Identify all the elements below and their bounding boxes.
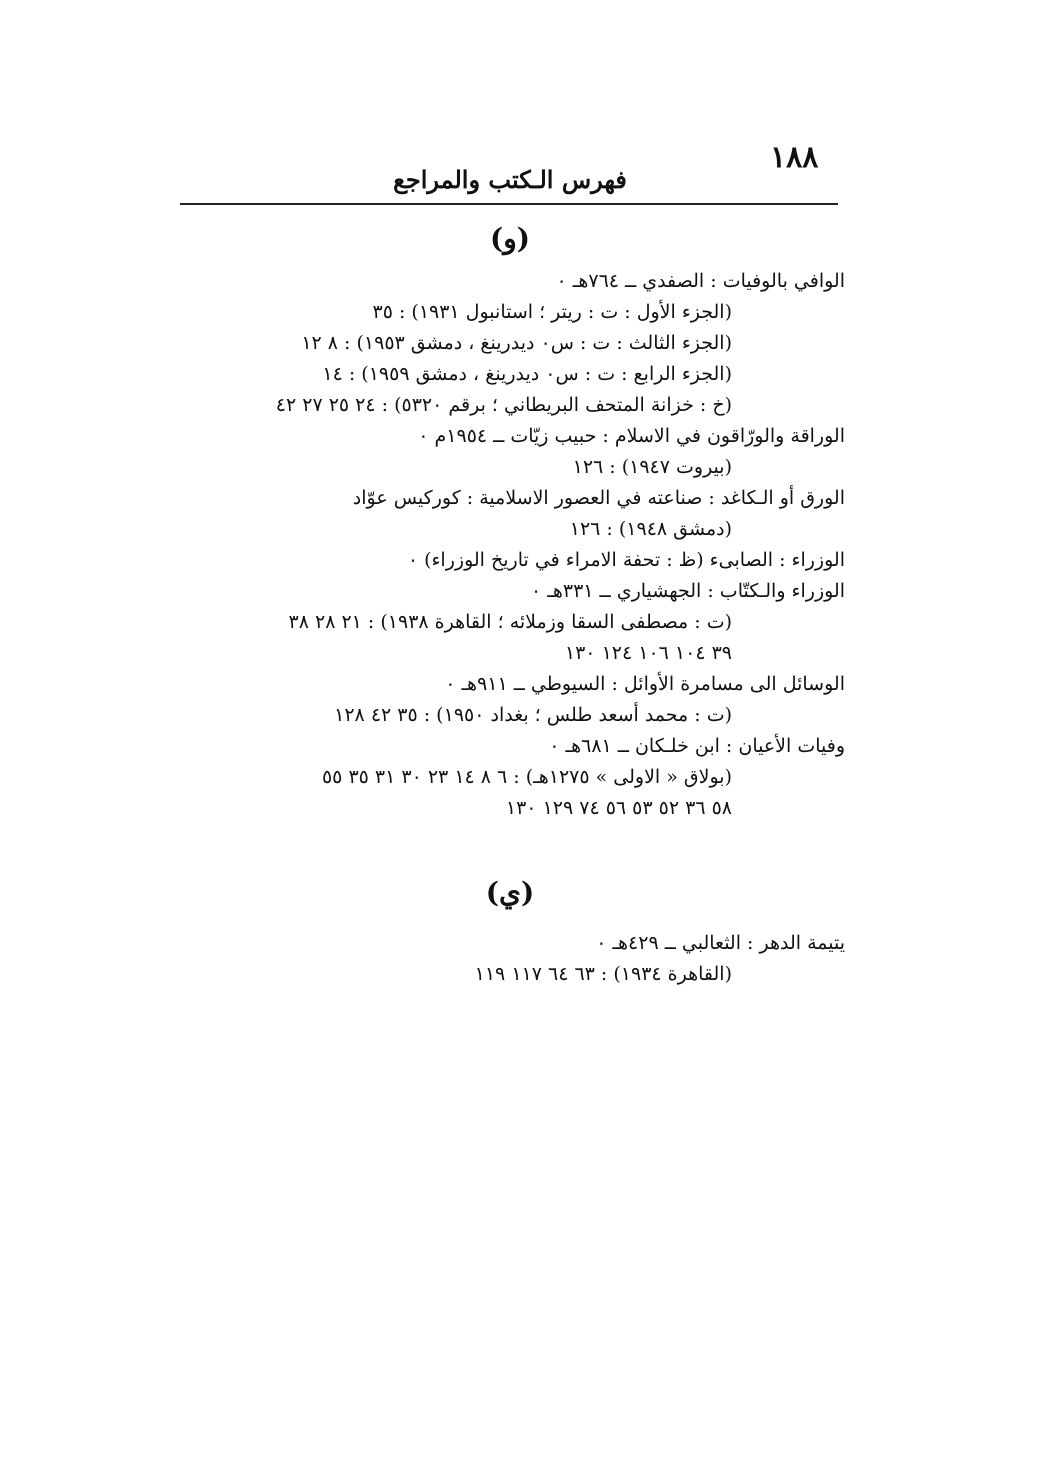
section-heading-ya: (ي) bbox=[485, 876, 535, 909]
running-title: فهرس الـكتب والمراجع bbox=[393, 165, 627, 194]
entry-line: الوزراء : الصابىء (ظ : تحفة الامراء في تاريخ الوزراء) ٠ bbox=[407, 549, 845, 571]
entry-line: (بيروت ١٩٤٧) : ١٢٦ bbox=[572, 456, 732, 478]
page-number: ١٨٨ bbox=[770, 140, 819, 175]
entry-line: (ت : محمد أسعد طلس ؛ بغداد ١٩٥٠) : ٣٥ ٤٢ ١٢٨ bbox=[334, 704, 732, 726]
entry-line: الوزراء والـكتّاب : الجهشياري ــ ٣٣١هـ ٠ bbox=[531, 580, 845, 602]
entry-line: (القاهرة ١٩٣٤) : ٦٣ ٦٤ ١١٧ ١١٩ bbox=[474, 963, 732, 985]
entry-line: الوراقة والورّاقون في الاسلام : حبيب زيّات ــ ١٩٥٤م ٠ bbox=[418, 425, 845, 447]
entry-line: ٥٨ ٣٦ ٥٢ ٥٣ ٥٦ ٧٤ ١٢٩ ١٣٠ bbox=[505, 797, 732, 819]
entry-line: (بولاق « الاولى » ١٢٧٥هـ) : ٦ ٨ ١٤ ٢٣ ٣٠ ٣١ ٣٥ ٥٥ bbox=[321, 766, 732, 788]
entry-line: (الجزء الثالث : ت : س٠ ديدرينغ ، دمشق ١٩٥٣) : ٨ ١٢ bbox=[301, 332, 732, 354]
entry-line: الورق أو الـكاغد : صناعته في العصور الاسلامية : كوركيس عوّاد bbox=[352, 487, 845, 509]
entry-line: يتيمة الدهر : الثعالبي ــ ٤٢٩هـ ٠ bbox=[596, 932, 845, 954]
entry-line: وفيات الأعيان : ابن خلـكان ــ ٦٨١هـ ٠ bbox=[549, 735, 845, 757]
section-heading-waw: (و) bbox=[489, 222, 531, 255]
entry-line: (الجزء الأول : ت : ريتر ؛ استانبول ١٩٣١) : ٣٥ bbox=[372, 301, 732, 323]
entry-line: (الجزء الرابع : ت : س٠ ديدرينغ ، دمشق ١٩٥٩) : ١٤ bbox=[322, 363, 732, 385]
entry-line: (خ : خزانة المتحف البريطاني ؛ برقم ٥٣٢٠) : ٢٤ ٢٥ ٢٧ ٤٢ bbox=[275, 394, 732, 416]
header-divider bbox=[180, 203, 838, 205]
entry-line: (دمشق ١٩٤٨) : ١٢٦ bbox=[569, 518, 732, 540]
entry-line: الوسائل الى مسامرة الأوائل : السيوطي ــ ٩١١هـ ٠ bbox=[445, 673, 845, 695]
entry-line: الوافي بالوفيات : الصفدي ــ ٧٦٤هـ ٠ bbox=[556, 270, 845, 292]
entry-line: ٣٩ ١٠٤ ١٠٦ ١٢٤ ١٣٠ bbox=[564, 642, 732, 664]
section-ya-entries bbox=[180, 928, 845, 990]
entry-line: (ت : مصطفى السقا وزملائه ؛ القاهرة ١٩٣٨) : ٢١ ٢٨ ٣٨ bbox=[288, 611, 732, 633]
section-waw-entries bbox=[180, 266, 845, 824]
